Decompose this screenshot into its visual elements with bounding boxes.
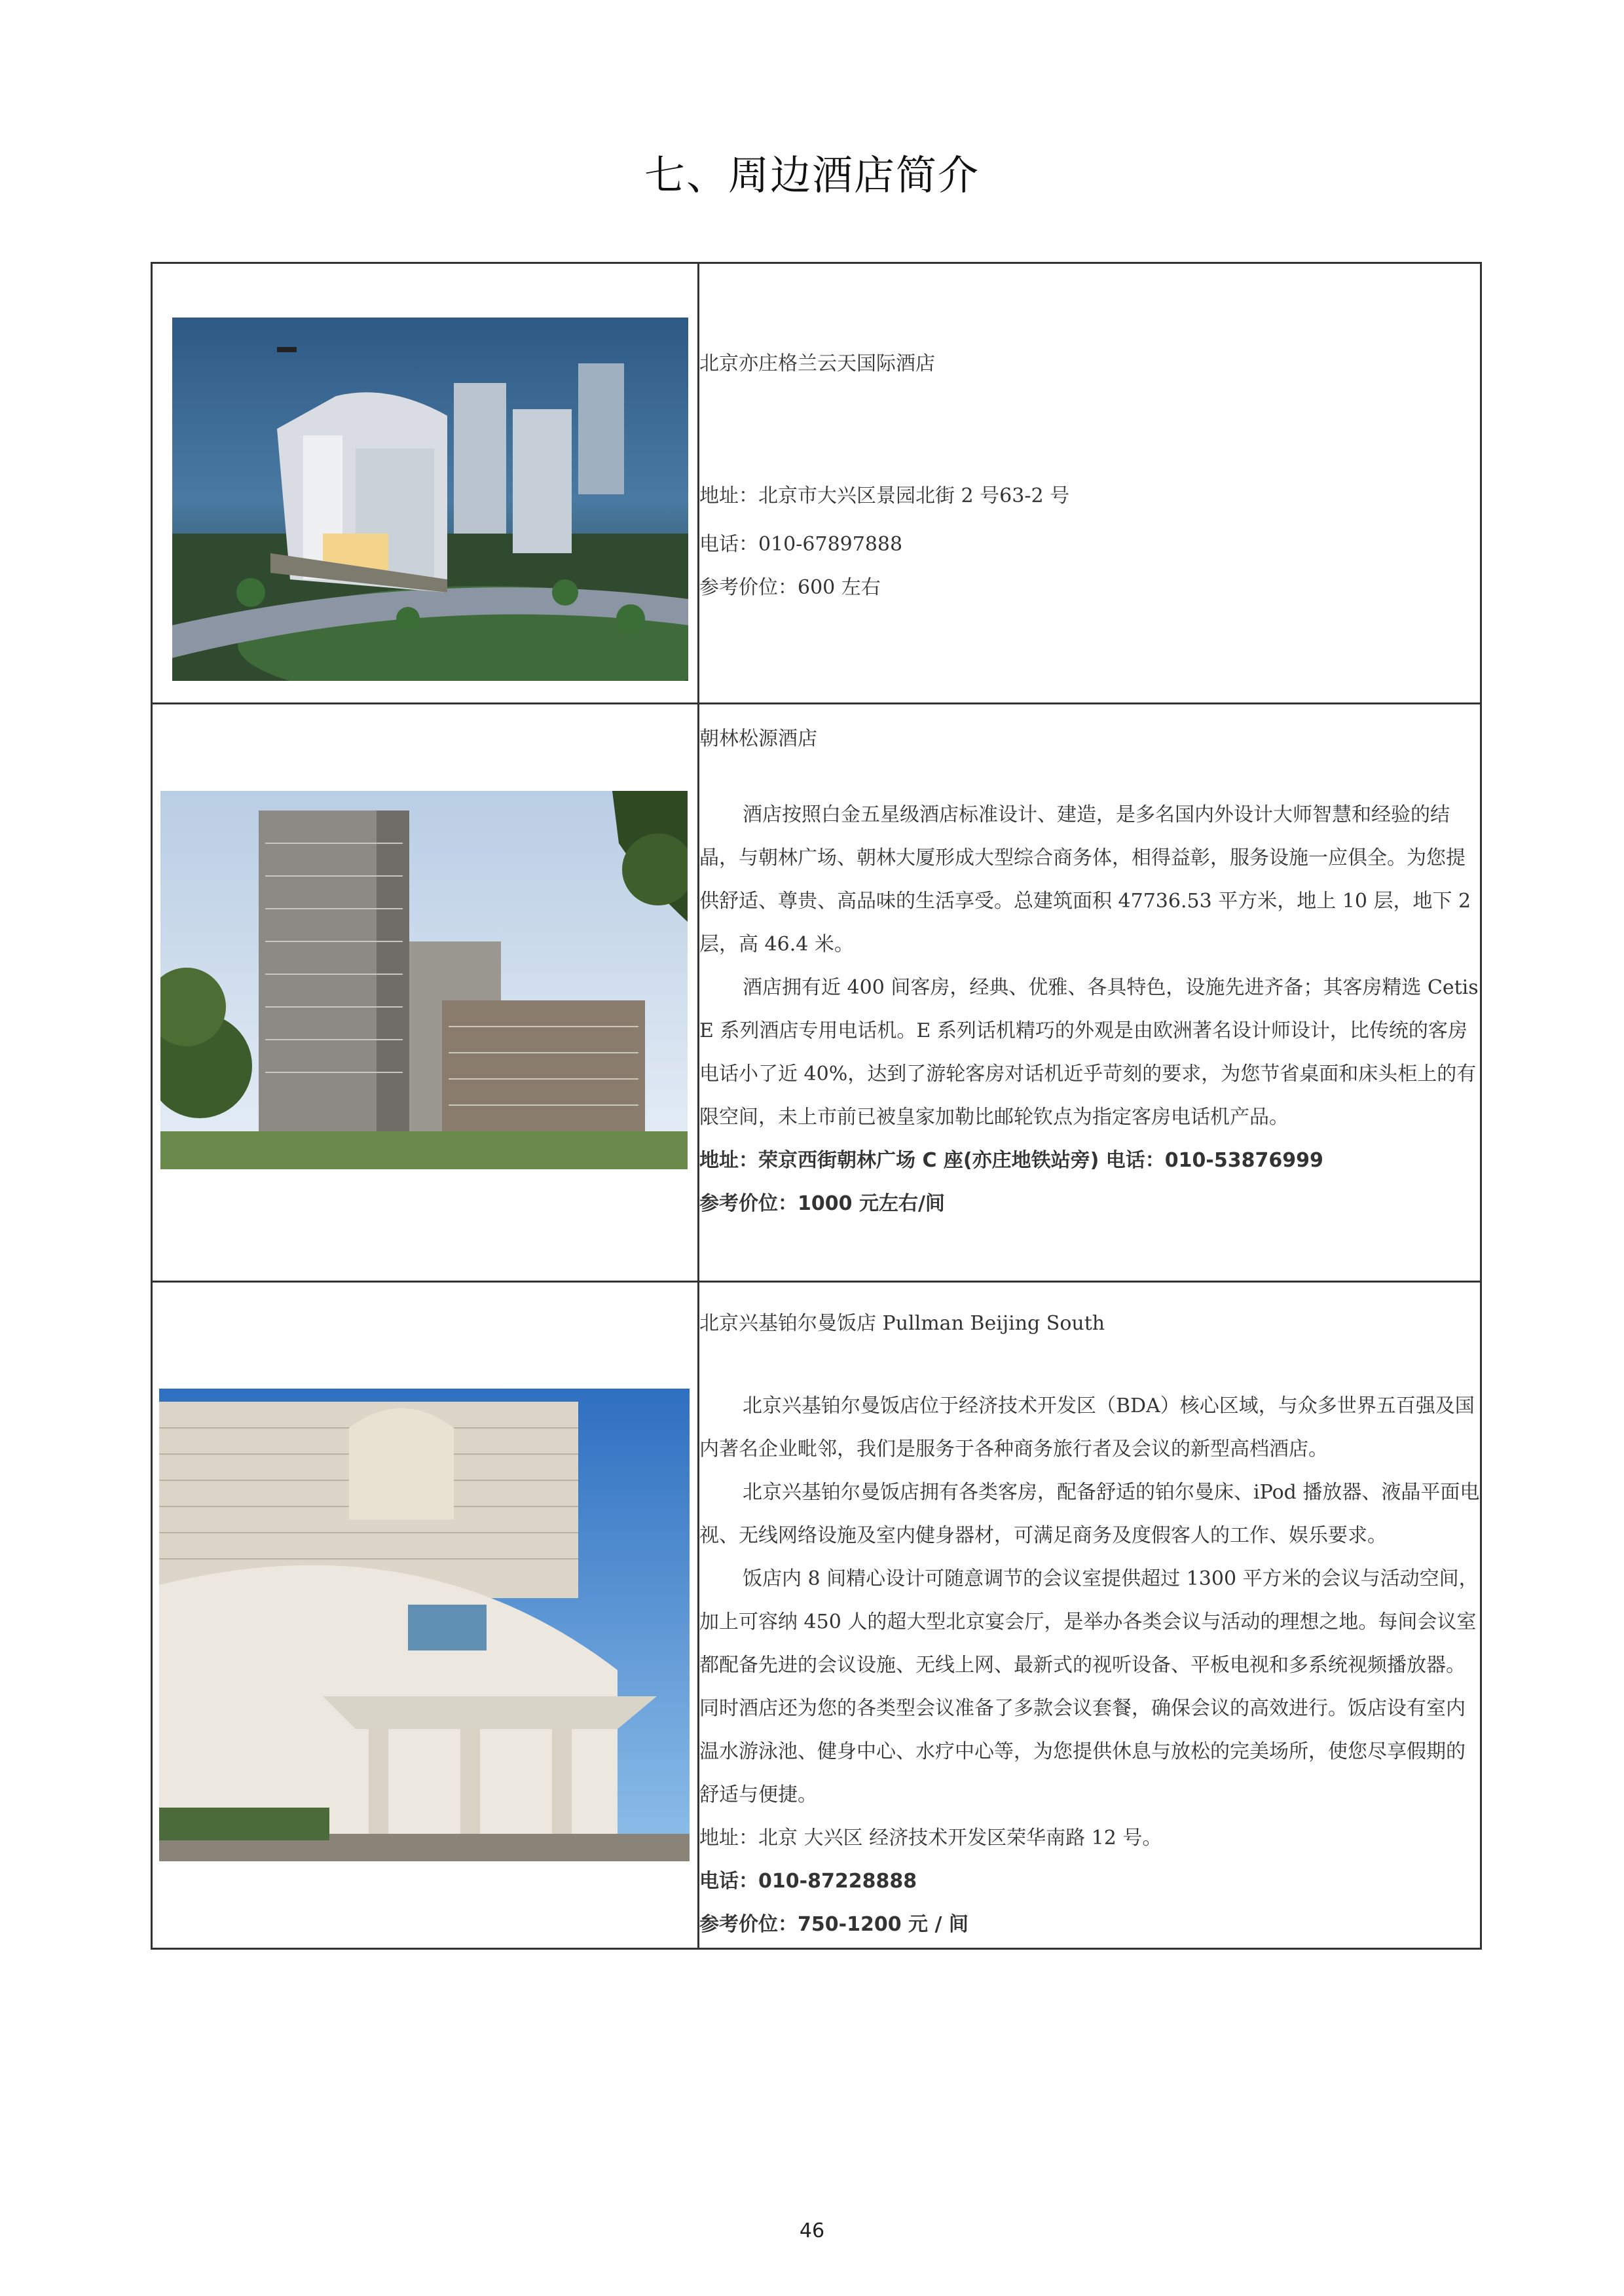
hotel-price: 参考价位：600 左右 <box>699 576 881 599</box>
hotel-address: 地址：北京 大兴区 经济技术开发区荣华南路 12 号。 <box>699 1827 1162 1850</box>
hotel-address: 地址：北京市大兴区景园北街 2 号63-2 号 <box>699 484 1070 507</box>
hotel-name: 朝林松源酒店 <box>699 727 817 750</box>
hotel-description: 饭店内 8 间精心设计可随意调节的会议室提供超过 1300 平方米的会议与活动空间，加上可容纳 450 人的超大型北京宴会厅，是举办各类会议与活动的理想之地。每间会议室都配备先进的会议设施、无线上网、最新式的视听设备、平板电视和多系统视频播放器。同时酒店还为您的各类型会议准备了多款会议套餐，确保会议的高效进行。饭店设有室内温水游泳池、健身中心、水疗中心等，为您提供休息与放松的完美场所，使您尽享假期的舒适与便捷。 <box>699 1567 1479 1806</box>
hotel-info-cell <box>699 1282 1481 1949</box>
hotel-phone: 电话：010-67897888 <box>699 533 903 556</box>
hotel-description: 北京兴基铂尔曼饭店拥有各类客房，配备舒适的铂尔曼床、iPod 播放器、液晶平面电视、无线网络设施及室内健身器材，可满足商务及度假客人的工作、娱乐要求。 <box>699 1481 1480 1547</box>
hotel-name-text: 北京兴基铂尔曼饭店 Pullman Beijing South <box>699 1312 1105 1335</box>
hotel-name: 北京亦庄格兰云天国际酒店 <box>699 352 935 375</box>
hotel-info-cell <box>699 704 1481 1282</box>
hotel-description: 北京兴基铂尔曼饭店位于经济技术开发区（BDA）核心区域，与众多世界五百强及国内著名企业毗邻，我们是服务于各种商务旅行者及会议的新型高档酒店。 <box>699 1394 1475 1461</box>
hotel-description: 酒店拥有近 400 间客房，经典、优雅、各具特色，设施先进齐备；其客房精选 Cetis E 系列酒店专用电话机。E 系列话机精巧的外观是由欧洲著名设计师设计，比传统的客房电话小了近 40%，达到了游轮客房对话机近乎苛刻的要求，为您节省桌面和床头柜上的有限空间，未上市前已被皇家加勒比邮轮钦点为指定客房电话机产品。 <box>699 976 1479 1129</box>
hotel-photo-chaolin-songyuan <box>160 791 688 1169</box>
table-row <box>152 263 1481 704</box>
hotel-photo-cell <box>152 263 699 704</box>
table-row <box>152 1282 1481 1949</box>
page-number: 46 <box>799 2219 825 2242</box>
hotel-photo-pullman <box>159 1389 690 1861</box>
hotel-description: 酒店按照白金五星级酒店标准设计、建造，是多名国内外设计大师智慧和经验的结晶，与朝林广场、朝林大厦形成大型综合商务体，相得益彰，服务设施一应俱全。为您提供舒适、尊贵、高品味的生活享受。总建筑面积 47736.53 平方米，地上 10 层，地下 2 层，高 46.4 米。 <box>699 803 1471 956</box>
hotel-phone: 电话：010-87228888 <box>699 1870 917 1893</box>
hotel-price: 参考价位：1000 元左右/间 <box>699 1192 945 1215</box>
page-title: 七、周边酒店简介 <box>644 151 980 199</box>
hotel-table <box>151 262 1482 1950</box>
hotel-photo-cell <box>152 1282 699 1949</box>
hotel-photo-grand-skylight <box>172 318 688 681</box>
hotel-photo-cell <box>152 704 699 1282</box>
hotel-price: 参考价位：750-1200 元 / 间 <box>699 1913 969 1936</box>
hotel-address: 地址：荣京西街朝林广场 C 座(亦庄地铁站旁) 电话：010-53876999 <box>699 1149 1323 1172</box>
table-row <box>152 704 1481 1282</box>
hotel-info-cell <box>699 263 1481 704</box>
hotel-name <box>699 1302 1480 1345</box>
